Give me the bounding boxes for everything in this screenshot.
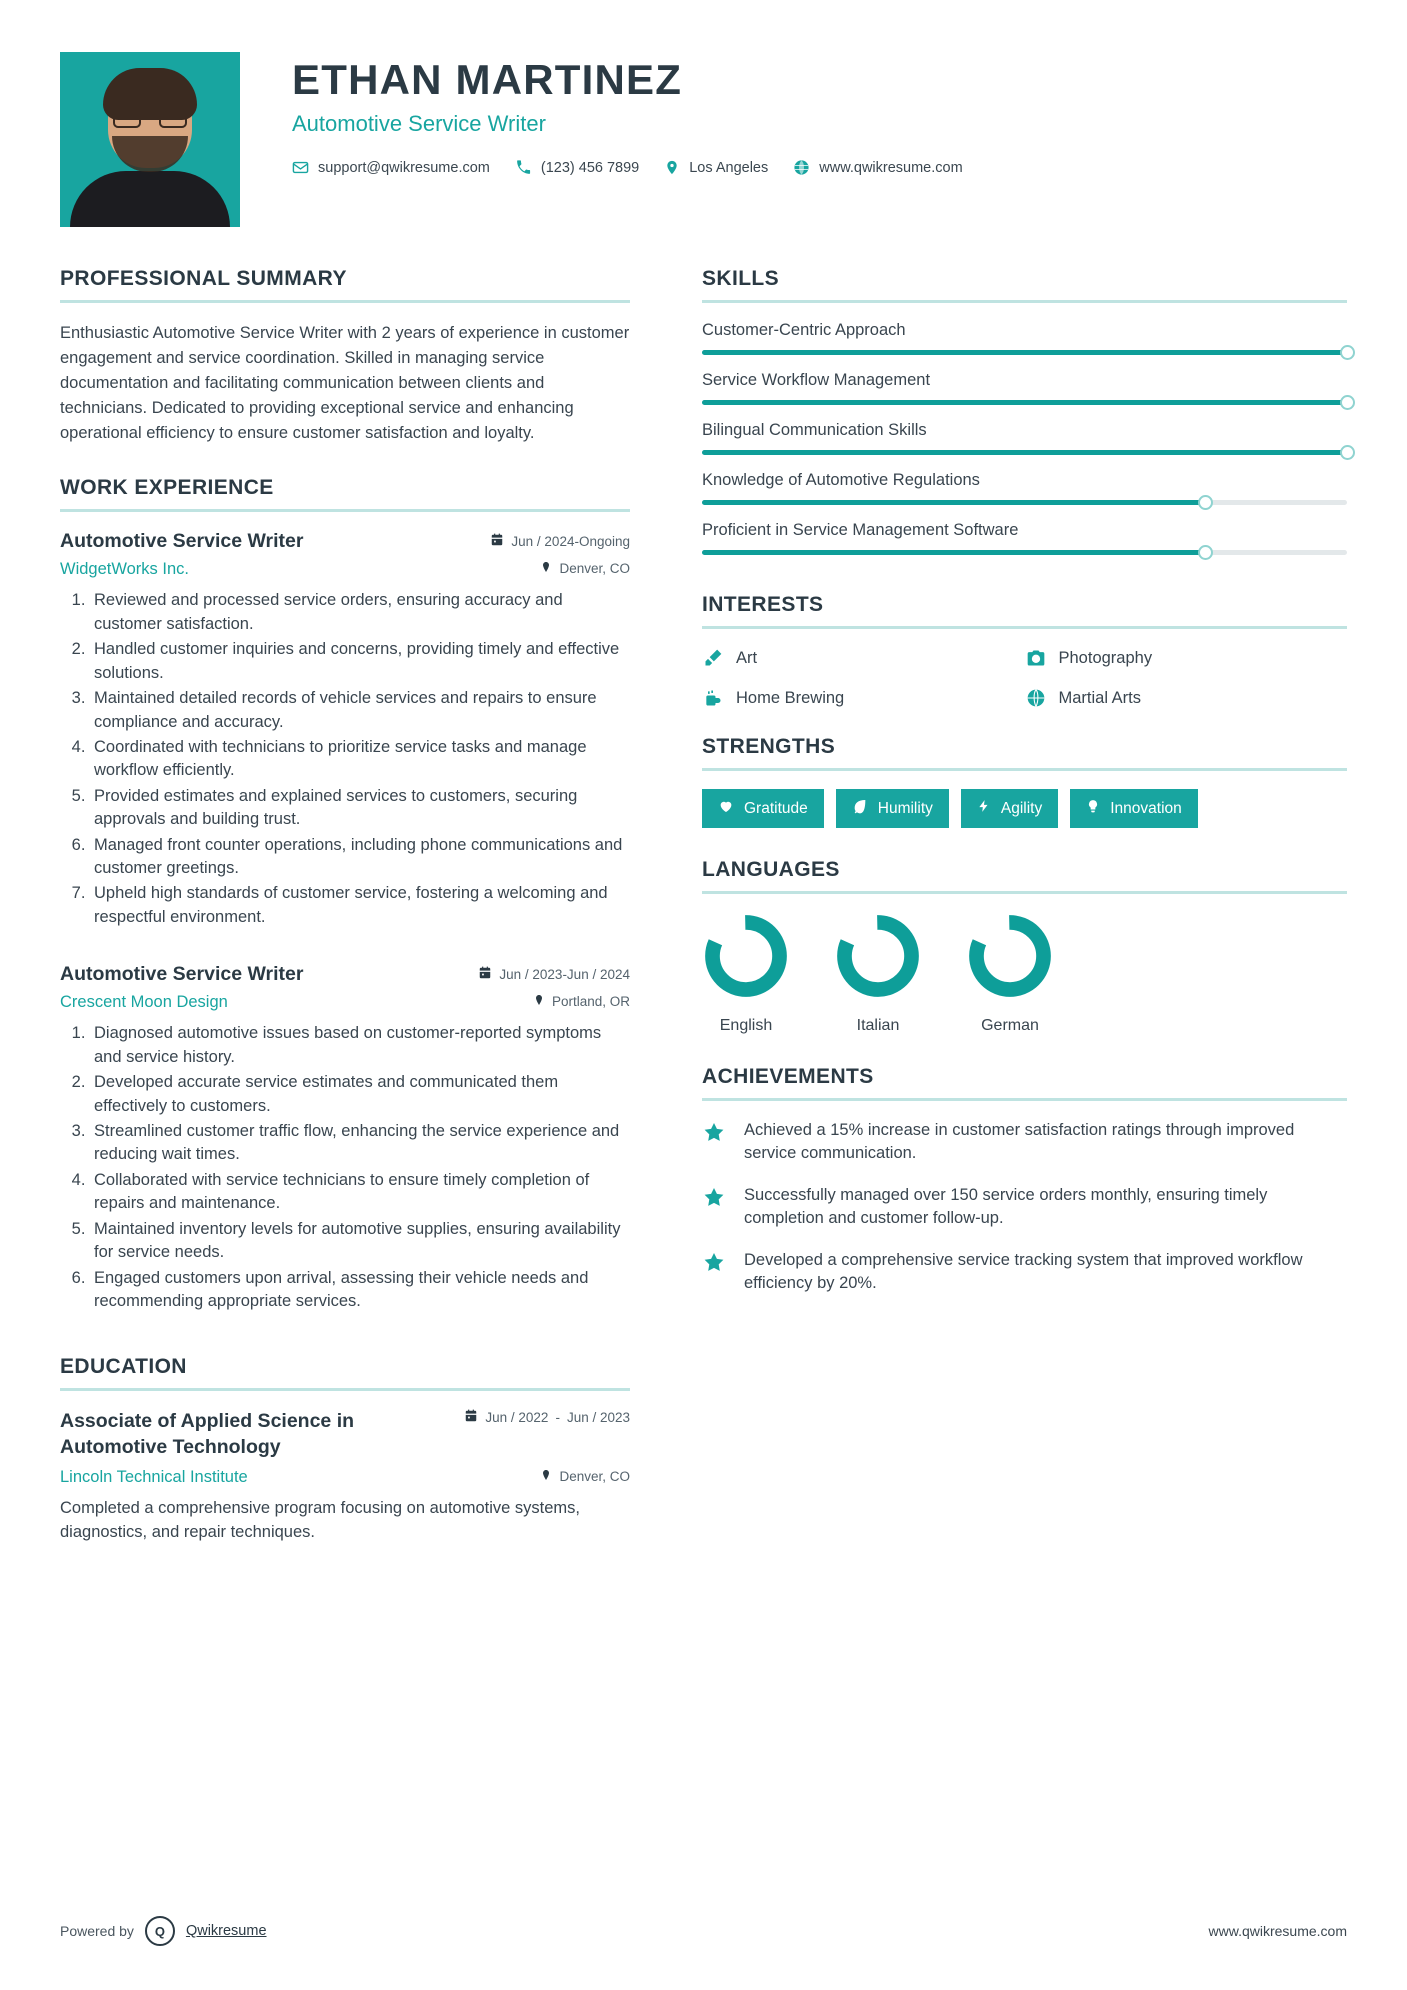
skill-item bbox=[702, 471, 1347, 505]
calendar-icon bbox=[464, 1409, 478, 1426]
summary-text: Enthusiastic Automotive Service Writer with 2 years of experience in customer engagement and service coordination. Skilled in managing service documentation and facilitating communication between clients and technicians. Dedicated to providing exceptional service and enhancing operational efficiency to ensure customer satisfaction and loyalty. bbox=[60, 324, 630, 443]
strength-chip bbox=[1070, 789, 1198, 828]
powered-by-label: Powered by bbox=[60, 1923, 134, 1939]
section-title-education: EDUCATION bbox=[60, 1355, 187, 1379]
skill-bar bbox=[702, 450, 1347, 455]
page-footer bbox=[60, 1916, 1347, 1946]
contact-website[interactable] bbox=[793, 159, 962, 176]
work-date-text: Jun / 2024-Ongoing bbox=[511, 534, 630, 550]
strength-chip bbox=[702, 789, 824, 828]
globe-icon bbox=[793, 159, 810, 176]
interest-label: Home Brewing bbox=[736, 688, 845, 707]
section-achievements bbox=[702, 1065, 1347, 1296]
contact-email[interactable] bbox=[292, 159, 490, 176]
section-title-interests: INTERESTS bbox=[702, 593, 824, 616]
skill-name: Knowledge of Automotive Regulations bbox=[702, 471, 980, 489]
star-badge-icon bbox=[702, 1251, 728, 1296]
skill-name: Proficient in Service Management Software bbox=[702, 521, 1019, 539]
heart-icon bbox=[718, 798, 734, 819]
skill-bar bbox=[702, 550, 1347, 555]
skill-bar bbox=[702, 350, 1347, 355]
education-description: Completed a comprehensive program focusing on automotive systems, diagnostics, and repair techniques. bbox=[60, 1499, 580, 1541]
footer-site-url[interactable]: www.qwikresume.com bbox=[1208, 1923, 1347, 1939]
education-date-start: Jun / 2022 bbox=[485, 1409, 549, 1425]
strength-chip bbox=[836, 789, 949, 828]
divider bbox=[60, 300, 630, 303]
qwikresume-logo-icon: Q bbox=[145, 1916, 175, 1946]
divider bbox=[702, 1098, 1347, 1101]
language-progress-ring bbox=[834, 912, 922, 1000]
strength-label: Innovation bbox=[1110, 799, 1182, 817]
paintbrush-icon bbox=[702, 647, 724, 669]
list-item: 6. Managed front counter operations, including phone communications and customer greetings. bbox=[90, 834, 630, 881]
skill-item bbox=[702, 371, 1347, 405]
skill-bar bbox=[702, 400, 1347, 405]
bolt-icon bbox=[977, 798, 991, 819]
star-badge-icon bbox=[702, 1121, 728, 1166]
map-pin-icon bbox=[664, 159, 680, 176]
qwikresume-brand-link[interactable]: Qwikresume bbox=[185, 1923, 267, 1939]
contact-phone-text: (123) 456 7899 bbox=[540, 159, 640, 176]
work-company: WidgetWorks Inc. bbox=[60, 560, 189, 579]
map-pin-icon bbox=[540, 560, 552, 577]
header-text bbox=[240, 52, 1347, 176]
contact-phone[interactable] bbox=[515, 159, 639, 176]
list-item: 4. Coordinated with technicians to prioritize service tasks and manage workflow efficiently. bbox=[90, 736, 630, 783]
calendar-icon bbox=[478, 966, 492, 983]
achievement-text: Successfully managed over 150 service orders monthly, ensuring timely completion and customer follow-up. bbox=[744, 1185, 1268, 1228]
map-pin-icon bbox=[540, 1468, 552, 1485]
education-date-end: Jun / 2023 bbox=[566, 1409, 630, 1425]
section-work-experience bbox=[60, 476, 630, 1313]
divider bbox=[702, 626, 1347, 629]
work-location-text: Denver, CO bbox=[559, 561, 630, 577]
education-dates bbox=[464, 1409, 630, 1426]
work-duties-list bbox=[60, 1022, 630, 1313]
interest-item bbox=[702, 687, 1025, 709]
interest-item bbox=[702, 647, 1025, 669]
achievement-item bbox=[702, 1184, 1347, 1231]
work-company: Crescent Moon Design bbox=[60, 993, 228, 1012]
calendar-icon bbox=[490, 533, 504, 550]
strength-label: Humility bbox=[877, 799, 933, 817]
phone-icon bbox=[515, 159, 532, 176]
section-professional-summary bbox=[60, 267, 630, 446]
contact-website-text: www.qwikresume.com bbox=[819, 159, 963, 176]
education-location-text: Denver, CO bbox=[559, 1469, 630, 1485]
interest-label: Martial Arts bbox=[1058, 688, 1142, 707]
section-title-summary: PROFESSIONAL SUMMARY bbox=[60, 267, 347, 290]
work-date bbox=[490, 533, 630, 550]
skill-bar bbox=[702, 500, 1347, 505]
avatar bbox=[60, 52, 240, 227]
bulb-icon bbox=[1086, 798, 1100, 819]
right-column bbox=[660, 267, 1347, 1314]
section-title-strengths: STRENGTHS bbox=[702, 735, 836, 758]
list-item: 1. Diagnosed automotive issues based on customer-reported symptoms and service history. bbox=[90, 1022, 630, 1069]
divider bbox=[702, 768, 1347, 771]
date-separator: - bbox=[555, 1410, 560, 1426]
achievement-text: Achieved a 15% increase in customer satisfaction ratings through improved service communication. bbox=[744, 1121, 1295, 1163]
strength-label: Agility bbox=[1000, 799, 1043, 817]
contact-email-text: support@qwikresume.com bbox=[318, 159, 490, 176]
section-interests bbox=[702, 593, 1347, 709]
camera-icon bbox=[1025, 647, 1047, 669]
divider bbox=[60, 1388, 630, 1391]
section-education bbox=[60, 1355, 630, 1545]
email-icon bbox=[292, 159, 309, 176]
language-progress-ring bbox=[966, 912, 1054, 1000]
resume-header bbox=[60, 52, 1347, 227]
work-date-text: Jun / 2023-Jun / 2024 bbox=[499, 967, 630, 983]
powered-by bbox=[60, 1916, 267, 1946]
contact-bar bbox=[292, 159, 1347, 176]
section-languages bbox=[702, 858, 1347, 1035]
list-item: 5. Provided estimates and explained services to customers, securing approvals and building trust. bbox=[90, 785, 630, 832]
language-label: English bbox=[719, 1017, 773, 1034]
section-strengths bbox=[702, 735, 1347, 828]
strength-label: Gratitude bbox=[744, 799, 808, 817]
education-location bbox=[540, 1468, 630, 1485]
language-progress-ring bbox=[702, 912, 790, 1000]
list-item: 5. Maintained inventory levels for automotive supplies, ensuring availability for service needs. bbox=[90, 1218, 630, 1265]
interest-item bbox=[1025, 687, 1348, 709]
language-label: Italian bbox=[856, 1017, 900, 1034]
skill-name: Customer-Centric Approach bbox=[702, 321, 906, 339]
divider bbox=[702, 891, 1347, 894]
work-location bbox=[533, 993, 630, 1010]
work-location bbox=[540, 560, 630, 577]
list-item: 7. Upheld high standards of customer service, fostering a welcoming and respectful environment. bbox=[90, 882, 630, 929]
achievement-item bbox=[702, 1119, 1347, 1166]
skill-name: Service Workflow Management bbox=[702, 371, 931, 389]
list-item: 3. Maintained detailed records of vehicle services and repairs to ensure compliance and accuracy. bbox=[90, 687, 630, 734]
language-label: German bbox=[981, 1017, 1039, 1034]
map-pin-icon bbox=[533, 993, 545, 1010]
interest-label: Photography bbox=[1058, 648, 1153, 667]
work-location-text: Portland, OR bbox=[551, 994, 630, 1010]
list-item: 3. Streamlined customer traffic flow, enhancing the service experience and reducing wait times. bbox=[90, 1120, 630, 1167]
education-school: Lincoln Technical Institute bbox=[60, 1468, 248, 1487]
work-role: Automotive Service Writer bbox=[60, 530, 304, 553]
work-role: Automotive Service Writer bbox=[60, 963, 304, 986]
interest-item bbox=[1025, 647, 1348, 669]
list-item: 1. Reviewed and processed service orders, ensuring accuracy and customer satisfaction. bbox=[90, 589, 630, 636]
section-title-skills: SKILLS bbox=[702, 267, 780, 290]
language-item bbox=[702, 912, 790, 1035]
section-skills bbox=[702, 267, 1347, 555]
candidate-job-title: Automotive Service Writer bbox=[292, 111, 546, 137]
interest-label: Art bbox=[736, 648, 758, 667]
contact-location bbox=[664, 159, 768, 176]
section-title-achievements: ACHIEVEMENTS bbox=[702, 1065, 874, 1088]
education-degree: Associate of Applied Science in Automotive Technology bbox=[60, 1410, 355, 1458]
brewing-icon bbox=[702, 687, 724, 709]
skill-item bbox=[702, 321, 1347, 355]
skill-item bbox=[702, 421, 1347, 455]
left-column bbox=[60, 267, 660, 1545]
achievement-text: Developed a comprehensive service tracking system that improved workflow efficiency by 20%. bbox=[744, 1250, 1303, 1293]
list-item: 2. Handled customer inquiries and concerns, providing timely and effective solutions. bbox=[90, 638, 630, 685]
divider bbox=[702, 300, 1347, 303]
leaf-icon bbox=[852, 798, 868, 819]
language-item bbox=[834, 912, 922, 1035]
work-item bbox=[60, 963, 630, 1313]
contact-location-text: Los Angeles bbox=[689, 159, 769, 176]
skill-name: Bilingual Communication Skills bbox=[702, 421, 927, 439]
language-item bbox=[966, 912, 1054, 1035]
divider bbox=[60, 509, 630, 512]
work-duties-list bbox=[60, 589, 630, 929]
star-badge-icon bbox=[702, 1186, 728, 1231]
list-item: 2. Developed accurate service estimates and communicated them effectively to customers. bbox=[90, 1071, 630, 1118]
work-date bbox=[478, 966, 630, 983]
skill-item bbox=[702, 521, 1347, 555]
globe-icon bbox=[1025, 687, 1047, 709]
strength-chip bbox=[961, 789, 1058, 828]
section-title-languages: LANGUAGES bbox=[702, 858, 840, 881]
list-item: 4. Collaborated with service technicians to ensure timely completion of repairs and maintenance. bbox=[90, 1169, 630, 1216]
list-item: 6. Engaged customers upon arrival, assessing their vehicle needs and recommending appropriate services. bbox=[90, 1267, 630, 1314]
candidate-name: ETHAN MARTINEZ bbox=[292, 56, 683, 103]
work-item bbox=[60, 530, 630, 929]
achievement-item bbox=[702, 1249, 1347, 1296]
section-title-work: WORK EXPERIENCE bbox=[60, 476, 274, 500]
